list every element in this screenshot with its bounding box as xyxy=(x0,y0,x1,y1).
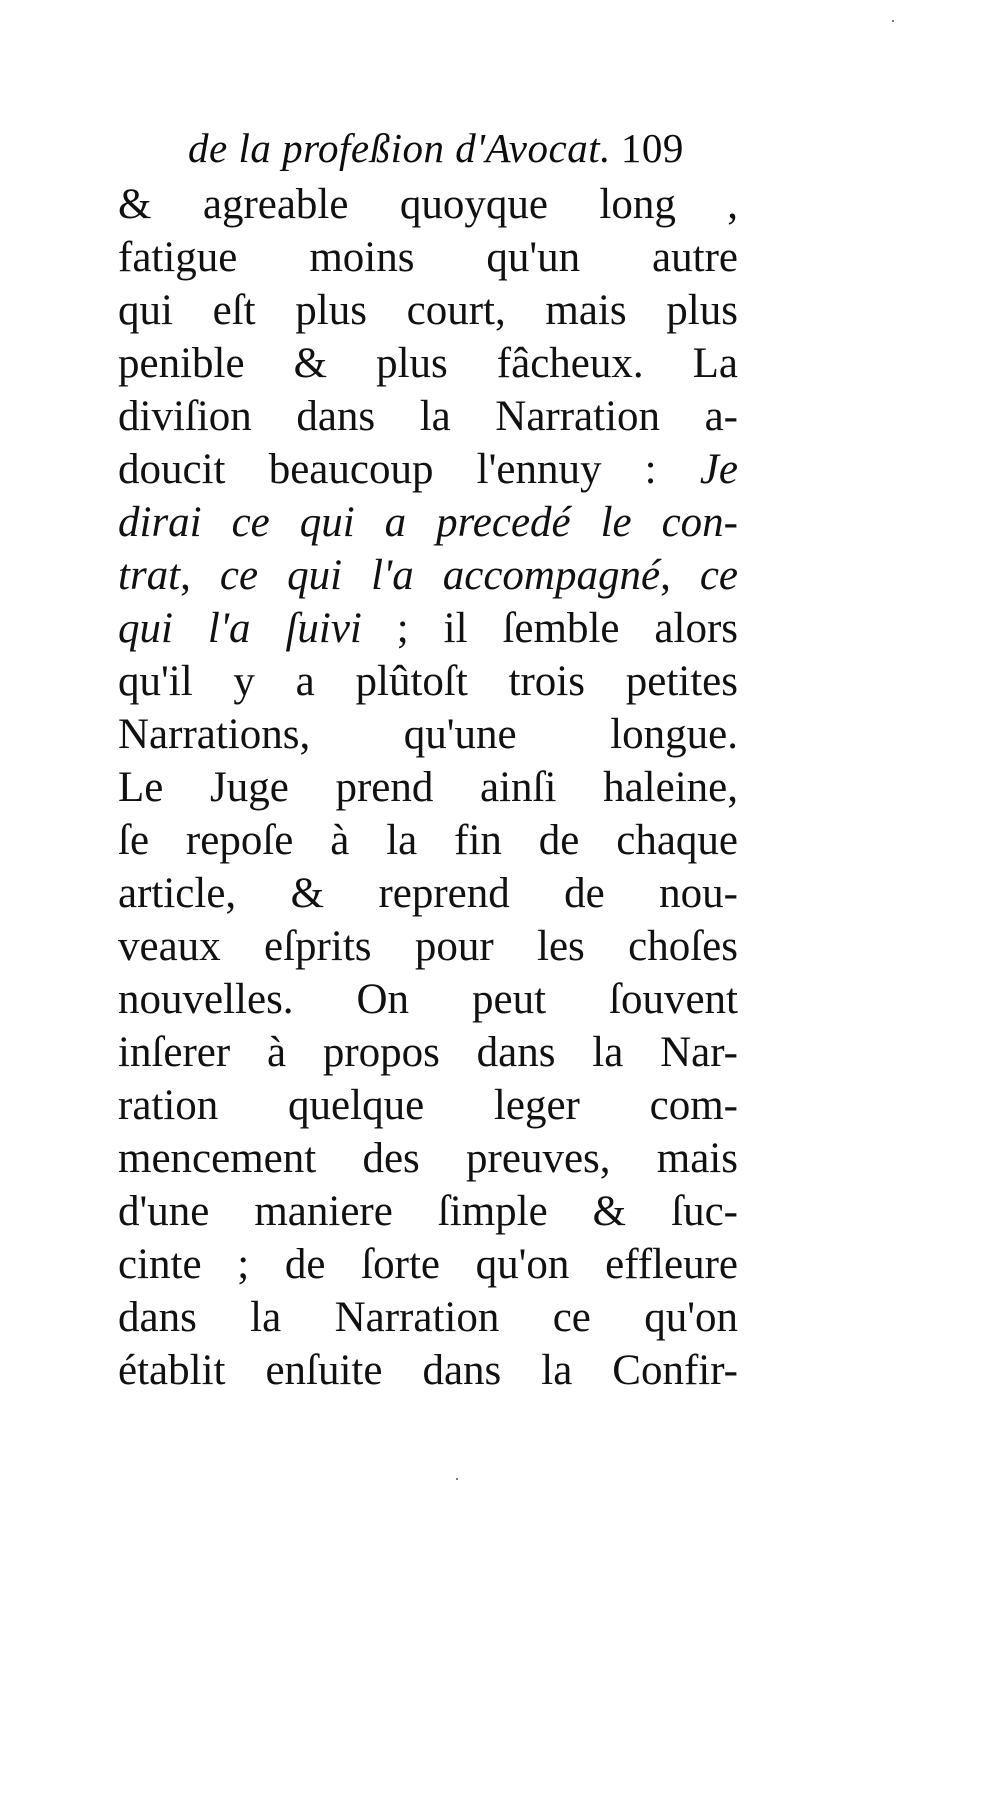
text-line xyxy=(118,973,738,1026)
paper-speck xyxy=(892,20,894,22)
text-line xyxy=(118,1238,738,1291)
text-run: ration quelque leger com- xyxy=(118,1082,738,1129)
text-run: établit enſuite dans la Confir- xyxy=(118,1347,738,1394)
text-run: & agreable quoyque long , xyxy=(118,181,738,228)
text-line xyxy=(118,1344,738,1397)
text-line xyxy=(118,443,738,496)
text-line xyxy=(118,284,738,337)
text-line xyxy=(118,337,738,390)
text-run: inſerer à propos dans la Nar- xyxy=(118,1029,738,1076)
italic-text: qui l'a ſuivi xyxy=(118,605,362,652)
italic-text: dirai ce qui a precedé le con- xyxy=(118,499,738,546)
text-line xyxy=(118,867,738,920)
text-run: doucit beaucoup l'ennuy : xyxy=(118,446,700,493)
text-line xyxy=(118,390,738,443)
text-run: Le Juge prend ainſi haleine, xyxy=(118,764,738,811)
text-line xyxy=(118,814,738,867)
italic-text: trat xyxy=(118,552,181,599)
text-run: mencement des preuves, mais xyxy=(118,1135,738,1182)
text-run: , xyxy=(660,552,700,599)
text-run: qu'il y a plûtoſt trois petites xyxy=(118,658,738,705)
text-run: nouvelles. On peut ſouvent xyxy=(118,976,738,1023)
italic-text: ce xyxy=(699,552,739,599)
text-run: diviſion dans la Narration a- xyxy=(118,393,738,440)
text-run: Narrations, qu'une longue. xyxy=(118,711,738,758)
text-run: article, & reprend de nou- xyxy=(118,870,738,917)
text-line xyxy=(118,1291,738,1344)
text-line xyxy=(118,231,738,284)
text-line xyxy=(118,496,738,549)
text-line xyxy=(118,1185,738,1238)
text-run: fatigue moins qu'un autre xyxy=(118,234,738,281)
text-run: veaux eſprits pour les choſes xyxy=(118,923,738,970)
text-run: qui eſt plus court, mais plus xyxy=(118,287,738,334)
italic-text: ce qui l'a accompagné xyxy=(219,552,661,599)
text-run: d'une maniere ſimple & ſuc- xyxy=(118,1188,738,1235)
paper-speck xyxy=(456,1478,458,1480)
page-number: 109 xyxy=(620,125,684,171)
text-line xyxy=(118,708,738,761)
text-run: , xyxy=(180,552,220,599)
text-run: ; il ſemble alors xyxy=(361,605,739,652)
text-line xyxy=(118,920,738,973)
text-line xyxy=(118,1079,738,1132)
text-run: penible & plus fâcheux. La xyxy=(118,340,738,387)
text-line xyxy=(118,1132,738,1185)
running-head xyxy=(188,118,748,178)
text-line xyxy=(118,602,738,655)
text-line xyxy=(118,1026,738,1079)
text-line xyxy=(118,655,738,708)
text-run: ſe repoſe à la fin de chaque xyxy=(118,817,738,864)
italic-text: Je xyxy=(699,446,738,493)
running-head-title: de la profeßion d'Avocat. xyxy=(188,125,611,171)
text-line xyxy=(118,761,738,814)
text-line xyxy=(118,178,738,231)
text-line xyxy=(118,549,738,602)
text-run: cinte ; de ſorte qu'on effleure xyxy=(118,1241,738,1288)
body-text xyxy=(118,178,738,1397)
text-run: dans la Narration ce qu'on xyxy=(118,1294,738,1341)
